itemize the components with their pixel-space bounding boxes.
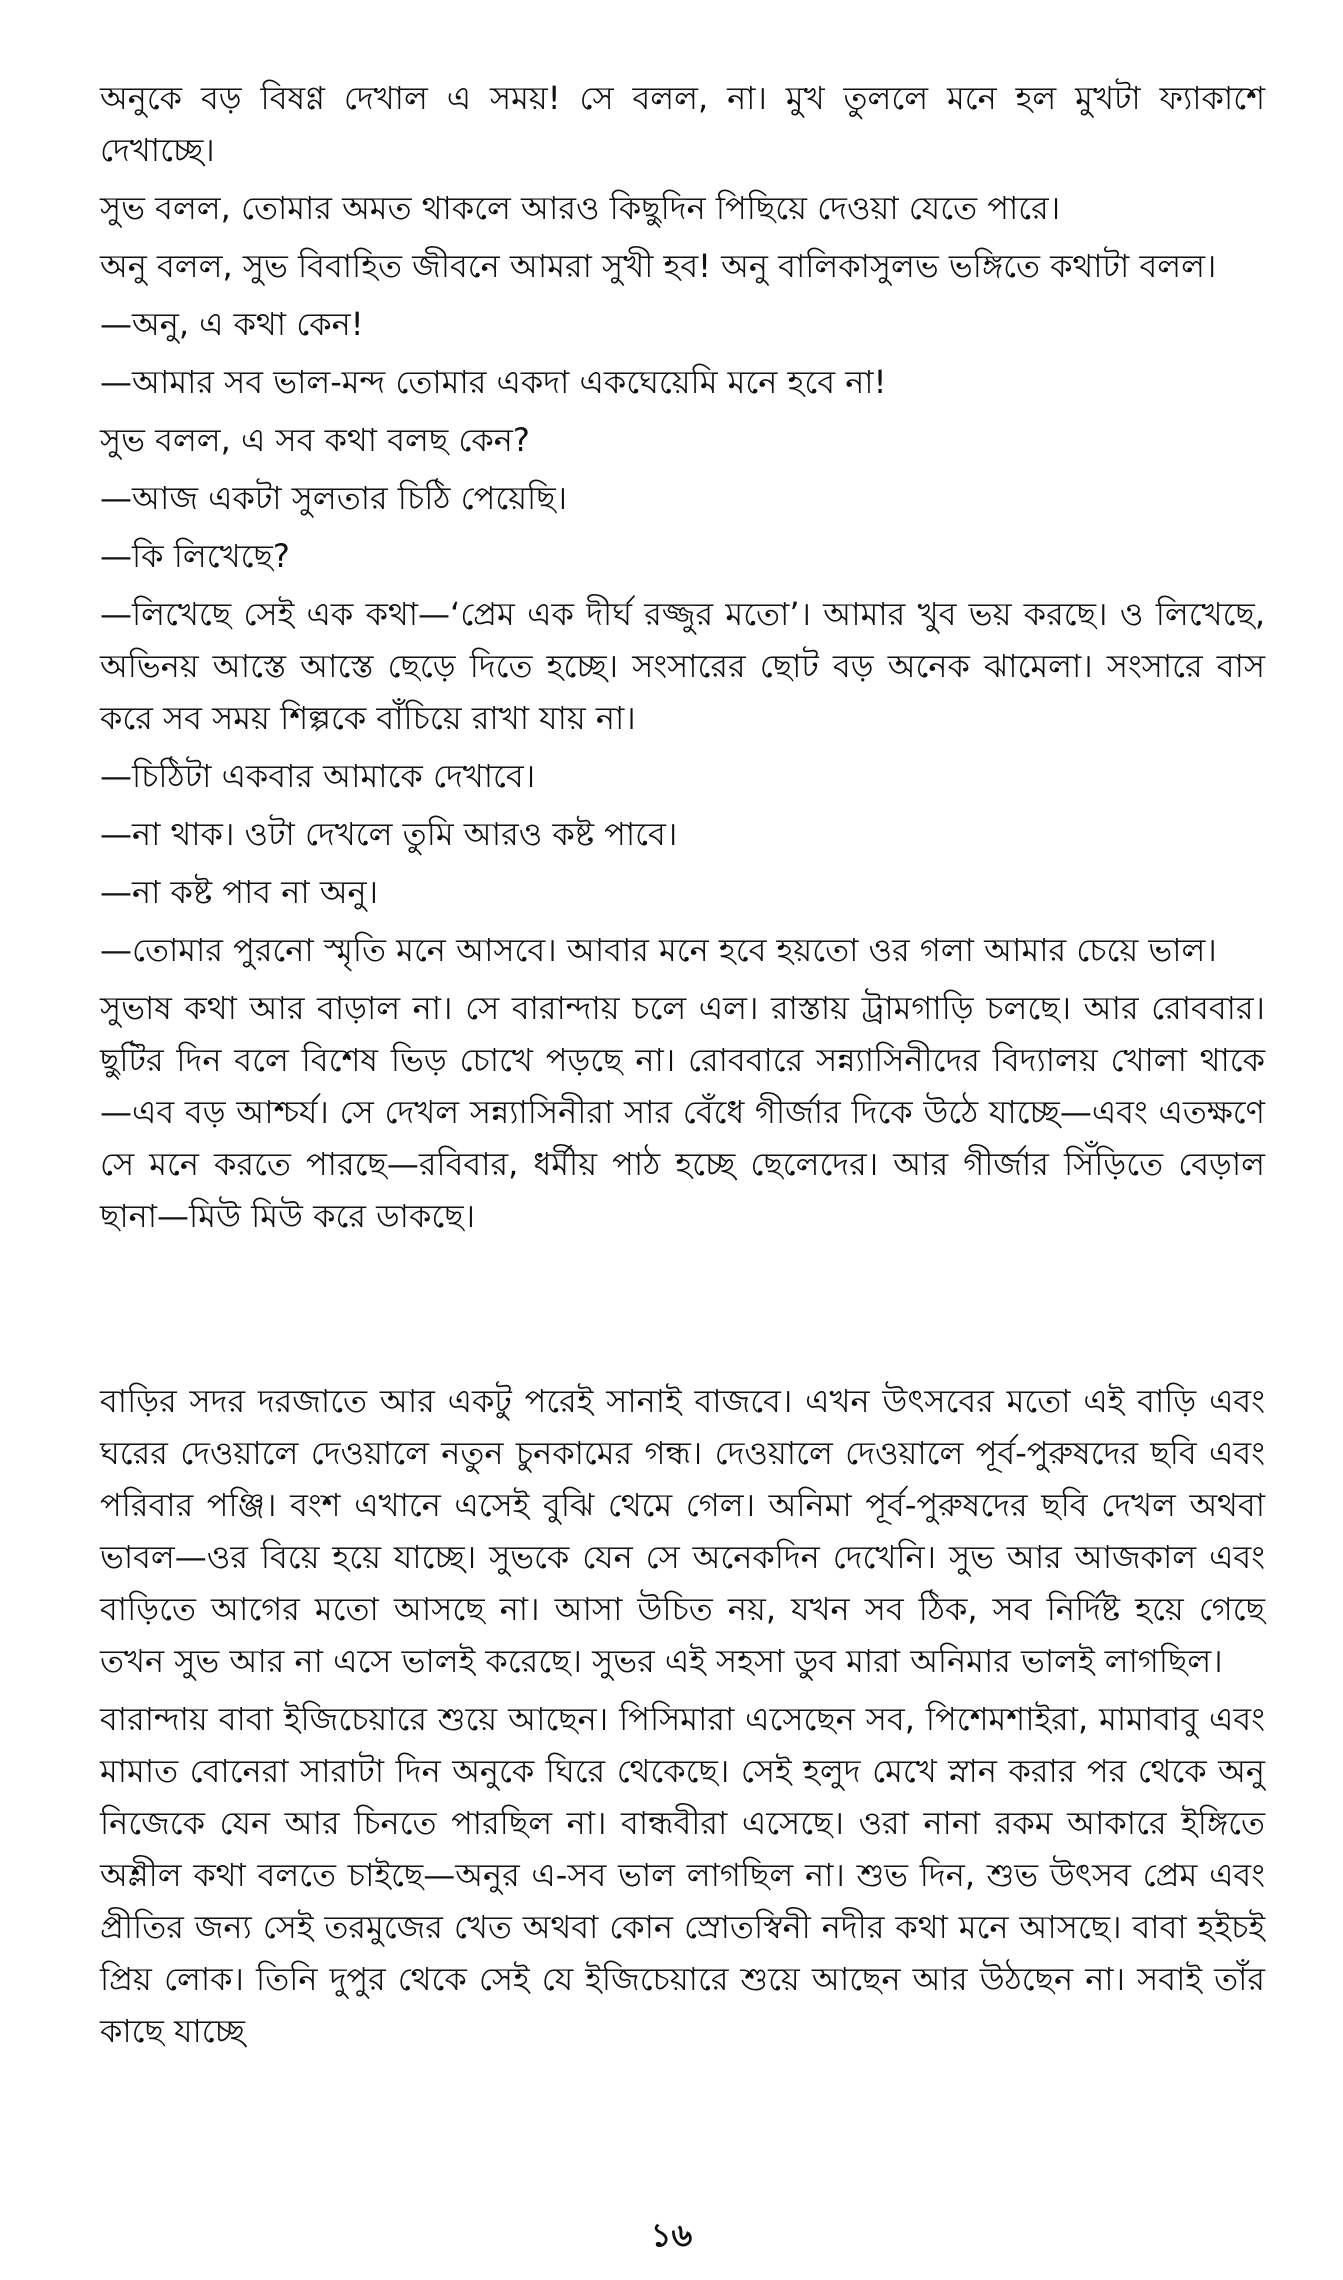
dialogue-line: —আমার সব ভাল-মন্দ তোমার একদা একঘেয়েমি মনে হবে না!: [100, 363, 887, 401]
paragraph: সুভ বলল, তোমার অমত থাকলে আরও কিছুদিন পিছিয়ে দেওয়া যেতে পারে।: [100, 189, 1061, 227]
dialogue-line: —তোমার পুরনো স্মৃতি মনে আসবে। আবার মনে হবে হয়তো ওর গলা আমার চেয়ে ভাল।: [100, 931, 1217, 969]
paragraph: সুভ বলল, এ সব কথা বলছ কেন?: [100, 421, 530, 459]
dialogue-line: —লিখেছে সেই এক কথা—‘প্রেম এক দীর্ঘ রজ্জুর মতো’। আমার খুব ভয় করছে। ও লিখেছে, অভিনয় আস্তে আস্তে ছেড়ে দিতে হচ্ছে। সংসারের ছোট বড় অনেক ঝামেলা। সংসারে বাস করে সব সময় শিল্পকে বাঁচিয়ে রাখা যায় না।: [100, 595, 1265, 737]
dialogue-line: —আজ একটা সুলতার চিঠি পেয়েছি।: [100, 479, 568, 517]
paragraph: অনু বলল, সুভ বিবাহিত জীবনে আমরা সুখী হব! অনু বালিকাসুলভ ভঙ্গিতে কথাটা বলল।: [100, 247, 1217, 285]
dialogue-line: —অনু, এ কথা কেন!: [100, 305, 364, 343]
paragraph: সুভাষ কথা আর বাড়াল না। সে বারান্দায় চলে এল। রাস্তায় ট্রামগাড়ি চলছে। আর রোববার। ছুটির দিন বলে বিশেষ ভিড় চোখে পড়ছে না। রোববারে সন্ন্যাসিনীদের বিদ্যালয় খোলা থাকে—এব বড় আশ্চর্য। সে দেখল সন্ন্যাসিনীরা সার বেঁধে গীর্জার দিকে উঠে যাচ্ছে—এবং এতক্ষণে সে মনে করতে পারছে—রবিবার, ধর্মীয় পাঠ হচ্ছে ছেলেদের। আর গীর্জার সিঁড়িতে বেড়াল ছানা—মিউ মিউ করে ডাকছে।: [100, 989, 1265, 1235]
dialogue-line: —না থাক। ওটা দেখলে তুমি আরও কষ্ট পাবে।: [100, 815, 678, 853]
paragraph: বাড়ির সদর দরজাতে আর একটু পরেই সানাই বাজবে। এখন উৎসবের মতো এই বাড়ি এবং ঘরের দেওয়ালে দেওয়ালে নতুন চুনকামের গন্ধ। দেওয়ালে দেওয়ালে পূর্ব-পুরুষদের ছবি এবং পরিবার পঞ্জি। বংশ এখানে এসেই বুঝি থেমে গেল। অনিমা পূর্ব-পুরুষদের ছবি দেখল অথবা ভাবল—ওর বিয়ে হয়ে যাচ্ছে। সুভকে যেন সে অনেকদিন দেখেনি। সুভ আর আজকাল এবং বাড়িতে আগের মতো আসছে না। আসা উচিত নয়, যখন সব ঠিক, সব নির্দিষ্ট হয়ে গেছে তখন সুভ আর না এসে ভালই করেছে। সুভর এই সহসা ডুব মারা অনিমার ভালই লাগছিল।: [100, 1382, 1265, 1680]
section-1: [100, 72, 1265, 1248]
page-number: ১৬: [650, 2216, 693, 2254]
dialogue-line: —চিঠিটা একবার আমাকে দেখাবে।: [100, 757, 536, 795]
dialogue-line: —না কষ্ট পাব না অনু।: [100, 873, 379, 911]
paragraph: বারান্দায় বাবা ইজিচেয়ারে শুয়ে আছেন। পিসিমারা এসেছেন সব, পিশেমশাইরা, মামাবাবু এবং মামাত বোনেরা সারাটা দিন অনুকে ঘিরে থেকেছে। সেই হলুদ মেখে স্নান করার পর থেকে অনু নিজেকে যেন আর চিনতে পারছিল না। বান্ধবীরা এসেছে। ওরা নানা রকম আকারে ইঙ্গিতে অশ্লীল কথা বলতে চাইছে—অনুর এ-সব ভাল লাগছিল না। শুভ দিন, শুভ উৎসব প্রেম এবং প্রীতির জন্য সেই তরমুজের খেত অথবা কোন স্রোতস্বিনী নদীর কথা মনে আসছে। বাবা হইচই প্রিয় লোক। তিনি দুপুর থেকে সেই যে ইজিচেয়ারে শুয়ে আছেন আর উঠছেন না। সবাই তাঁর কাছে যাচ্ছে: [100, 1700, 1265, 2050]
dialogue-line: —কি লিখেছে?: [100, 537, 290, 575]
section-2: [100, 1375, 1265, 2063]
paragraph: অনুকে বড় বিষণ্ণ দেখাল এ সময়! সে বলল, না। মুখ তুললে মনে হল মুখটা ফ্যাকাশে দেখাচ্ছে।: [100, 79, 1265, 169]
